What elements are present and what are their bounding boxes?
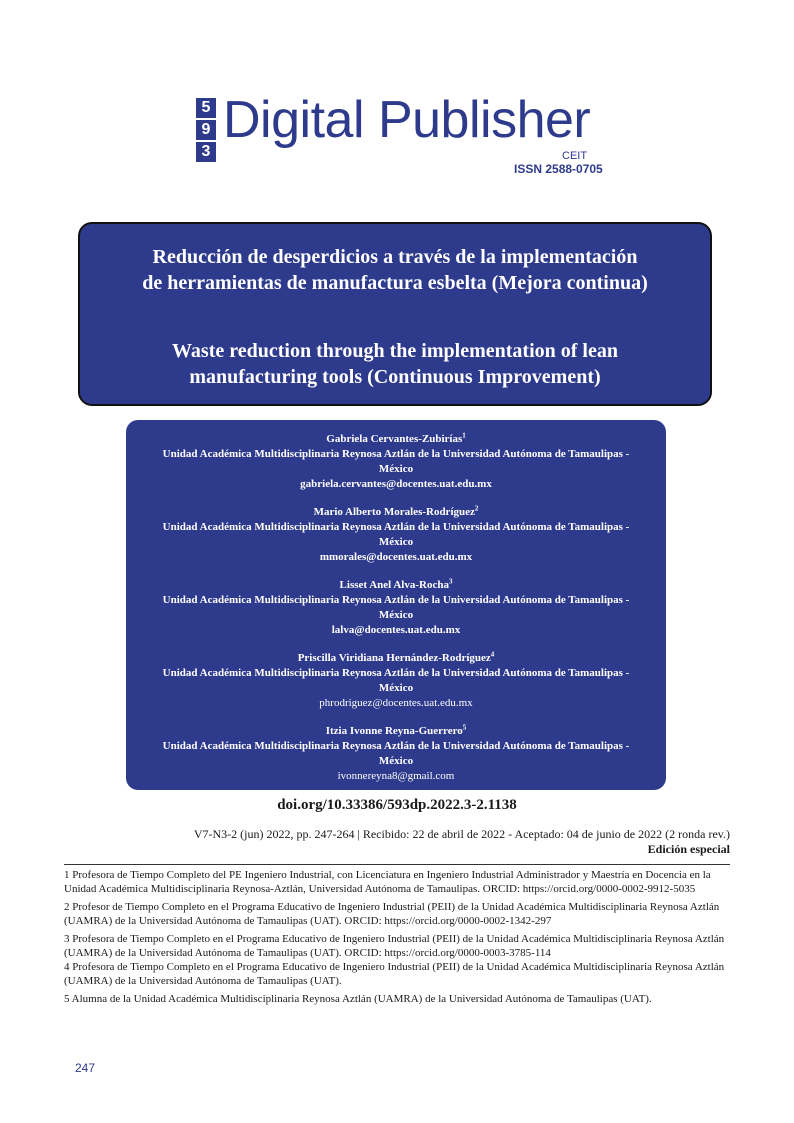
spanish-title-line: de herramientas de manufactura esbelta (Mejora continua) [142,272,648,294]
author-country: México [378,682,414,694]
journal-logo [196,91,616,186]
author-name: Priscilla Viridiana Hernández-Rodríguez$^4$ [297,650,495,664]
author-email[interactable]: ivonnereyna8@gmail.com [337,770,455,782]
author-country: México [378,536,414,548]
author-block [126,432,666,492]
citation-line: V7-N3-2 (jun) 2022, pp. 247-264 | Recibido: 22 de abril de 2022 - Aceptado: 04 de junio de 2022 (2 ronda rev.) [193,827,730,841]
footnotes [64,868,730,1010]
author-name: Itzia Ivonne Reyna-Guerrero$^5$ [325,723,467,737]
author-name: Lisset Anel Alva-Rocha$^3$ [339,577,453,591]
logo-digit: 3 [196,142,216,162]
special-edition-label: Edición especial [647,842,730,856]
footnote: 1 Profesora de Tiempo Completo del PE Ingeniero Industrial, con Licenciatura en Ingeniero Industrial Administrador y Maestría en Docencia en la Unidad Académica Multidisciplinaria Reynosa-Aztlán, Universidad Autónoma de Tamaulipas. ORCID: https://orcid.org/0000-0002-9912-5035 [64,869,711,895]
author-email[interactable]: phrodriguez@docentes.uat.edu.mx [319,697,473,709]
footnote: 3 Profesora de Tiempo Completo en el Programa Educativo de Ingeniero Industrial (PEII) de la Unidad Académica Multidisciplinaria Reynosa Aztlán (UAMRA) de la Universidad Autónoma de Tamaulipas (UAT). ORCID: https://orcid.org/0000-0003-3785-114 [64,933,725,959]
author-affiliation: Unidad Académica Multidisciplinaria Reynosa Aztlán de la Universidad Autónoma de Tamaulipas - [162,667,630,679]
doi-link[interactable]: doi.org/10.33386/593dp.2022.3-2.1138 [277,797,517,813]
issn-label: ISSN 2588-0705 [514,162,603,176]
footnote-divider [64,864,730,865]
author-block [126,505,666,565]
logo-ceit: CEIT [562,150,588,162]
author-email[interactable]: gabriela.cervantes@docentes.uat.edu.mx [300,478,492,490]
page-number: 247 [75,1061,96,1075]
author-affiliation: Unidad Académica Multidisciplinaria Reynosa Aztlán de la Universidad Autónoma de Tamaulipas - [162,740,630,752]
author-country: México [378,463,414,475]
spanish-title-line: Reducción de desperdicios a través de la implementación [152,246,638,268]
english-title-line: manufacturing tools (Continuous Improvement) [189,366,601,388]
spanish-title [80,244,710,296]
logo-digit-column [196,98,216,164]
author-block [126,578,666,638]
author-country: México [378,609,414,621]
publication-meta [194,827,730,857]
author-affiliation: Unidad Académica Multidisciplinaria Reynosa Aztlán de la Universidad Autónoma de Tamaulipas - [162,521,630,533]
author-email[interactable]: mmorales@docentes.uat.edu.mx [319,551,473,563]
author-affiliation: Unidad Académica Multidisciplinaria Reynosa Aztlán de la Universidad Autónoma de Tamaulipas - [162,448,630,460]
english-title [80,338,710,390]
authors-box [126,420,666,790]
author-email[interactable]: lalva@docentes.uat.edu.mx [331,624,461,636]
footnote: 5 Alumna de la Unidad Académica Multidisciplinaria Reynosa Aztlán (UAMRA) de la Universidad Autónoma de Tamaulipas (UAT). [64,993,652,1005]
title-box [78,222,712,406]
logo-digit: 5 [196,98,216,118]
author-affiliation: Unidad Académica Multidisciplinaria Reynosa Aztlán de la Universidad Autónoma de Tamaulipas - [162,594,630,606]
footnote: 2 Profesor de Tiempo Completo en el Programa Educativo de Ingeniero Industrial (PEII) de la Unidad Académica Multidisciplinaria Reynosa Aztlán (UAMRA) de la Universidad Autónoma de Tamaulipas (UAT). ORCID: https://orcid.org/0000-0002-1342-297 [64,901,720,927]
english-title-line: Waste reduction through the implementation of lean [172,340,618,362]
footnote: 4 Profesora de Tiempo Completo en el Programa Educativo de Ingeniero Industrial (PEII) de la Unidad Académica Multidisciplinaria Reynosa Aztlán (UAMRA) de la Universidad Autónoma de Tamaulipas (UAT). [64,961,725,987]
logo-digit: 9 [196,120,216,140]
author-country: México [378,755,414,767]
author-block [126,651,666,711]
author-block [126,724,666,784]
author-name: Mario Alberto Morales-Rodríguez$^2$ [313,504,479,518]
logo-wordmark: Digital Publisher [223,91,591,149]
author-name: Gabriela Cervantes-Zubirías$^1$ [326,431,466,445]
